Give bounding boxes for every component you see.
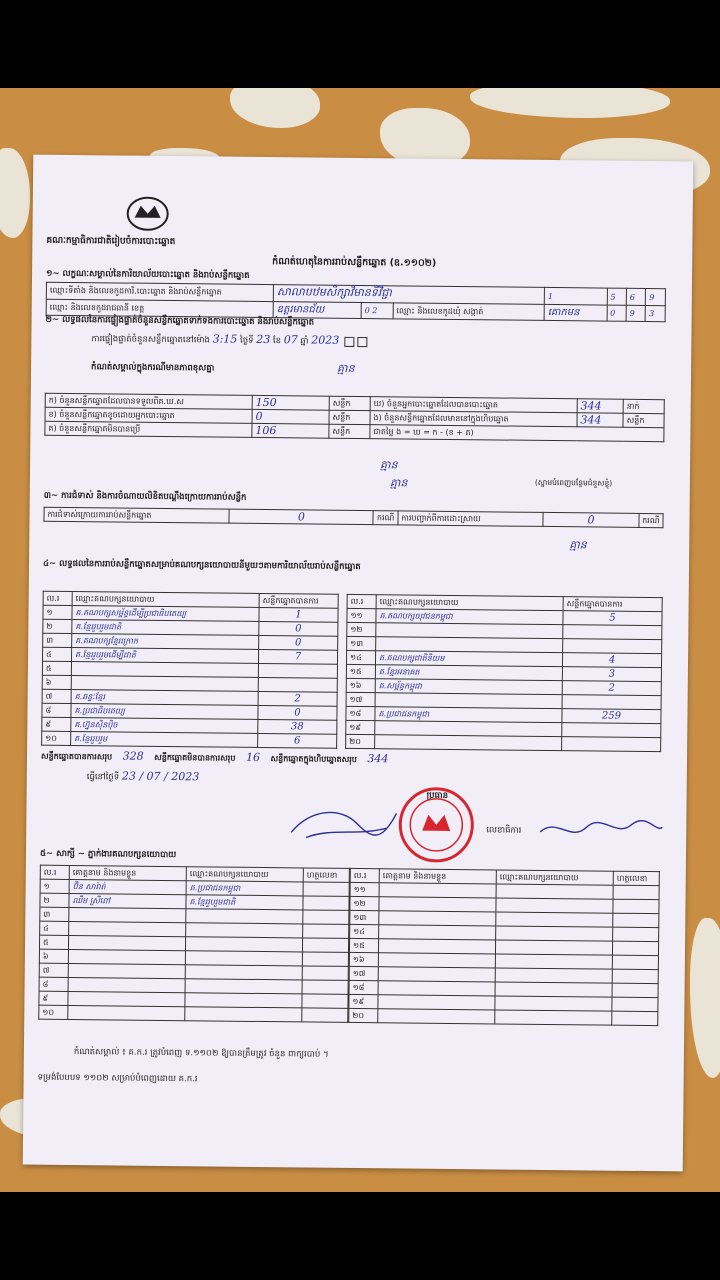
- witness-party: [495, 954, 612, 969]
- result-no: ១៥: [346, 664, 375, 678]
- witness-no: ១៩: [349, 994, 378, 1008]
- row-y-unit: សន្លឹក: [623, 413, 664, 427]
- result-party: គ.សម្ព័ន្ធកម្ពុជា: [375, 679, 562, 695]
- witness-signature: [613, 885, 659, 899]
- office-label: ឈ្មោះទីតាំង និងលេខកូដការិ.បោះឆ្នោត និងរាប់សន្លឹកឆ្នោត: [46, 282, 273, 301]
- witness-name: [379, 925, 496, 940]
- result-no: ៧: [42, 689, 71, 703]
- witness-party: [185, 965, 302, 980]
- verify-day: 23: [256, 332, 271, 347]
- witness-no: ១២: [350, 896, 379, 910]
- objection-value: 0: [229, 509, 373, 525]
- witness-name: ឈឹម ស្រីពៅ: [69, 893, 186, 908]
- total-valid: 328: [122, 749, 144, 763]
- formula: ជាតម្លៃ ង = ឃ = ក - (ខ + គ): [370, 425, 664, 442]
- section3-title: ៣~ ការជំទាស់ និងការចំណាយលិខិតបណ្តឹងក្រោយការរាប់សន្លឹក: [43, 490, 247, 503]
- witness-signature: [613, 927, 659, 941]
- date-line: [87, 769, 200, 785]
- w-col-party-right: ឈ្មោះគណបក្សនយោបាយ: [496, 870, 613, 885]
- result-no: ៩: [42, 717, 71, 731]
- result-votes: 5: [563, 611, 662, 626]
- witness-no: ៥: [39, 935, 68, 949]
- result-party: គ.ប្រជាធិបតេយ្យ: [71, 703, 258, 719]
- result-votes: 3: [562, 667, 661, 682]
- result-party: គ.គណបក្សយុវជនកម្ពុជា: [376, 609, 563, 625]
- result-party: គ.គណបក្សជាតិនិយម: [375, 651, 562, 667]
- witness-no: ១៤: [350, 924, 379, 938]
- col-votes-right: សន្លឹកឆ្នោតបានការ: [563, 597, 662, 612]
- witness-name: [68, 963, 185, 978]
- result-party: គ.ប្រជាជនកម្ពុជា: [375, 707, 562, 723]
- result-no: ១៨: [346, 706, 375, 720]
- row-b-unit: សន្លឹក: [329, 410, 370, 424]
- w-col-name: គោត្តនាម និងនាមខ្លួន: [69, 865, 186, 880]
- witness-party: [496, 912, 613, 927]
- witness-party: [496, 926, 613, 941]
- row-y-value: 344: [577, 413, 623, 427]
- result-votes: 1: [259, 607, 338, 622]
- witness-name: [378, 995, 495, 1010]
- result-votes: 2: [562, 681, 661, 696]
- row-c-unit: សន្លឹក: [329, 424, 370, 438]
- witness-party: [185, 951, 302, 966]
- result-votes: [563, 625, 662, 640]
- witness-signature: [612, 997, 658, 1011]
- witness-table-right: [348, 868, 660, 1026]
- witness-no: ៤: [40, 921, 69, 935]
- witness-party: [495, 1010, 612, 1025]
- noted-line: [91, 359, 355, 378]
- witness-no: ១៦: [349, 952, 378, 966]
- result-votes: 7: [258, 649, 337, 664]
- verify-time: 3:15: [212, 332, 238, 346]
- witness-signature: [303, 882, 349, 896]
- witness-party: [185, 937, 302, 952]
- witness-party: [495, 968, 612, 983]
- results-table-left: [41, 591, 339, 749]
- witness-signature: [613, 913, 659, 927]
- checkbox-ok[interactable]: [345, 336, 355, 346]
- witness-signature: [612, 1011, 658, 1025]
- results-table-right: [345, 594, 663, 752]
- totals-line: [41, 749, 397, 767]
- total-invalid-label: សន្លឹកឆ្នោតមិនបានការសរុប: [154, 752, 236, 763]
- col-no-right: ល.រ: [347, 594, 376, 608]
- witness-party: គ.ប្រជាជនកម្ពុជា: [186, 881, 303, 896]
- witness-name: [68, 949, 185, 964]
- witness-signature: [302, 966, 348, 980]
- witness-name: [379, 897, 496, 912]
- total-all-label: សន្លឹកឆ្នោតក្នុងហិបឆ្នោតសរុប: [270, 754, 357, 764]
- result-votes: [562, 723, 661, 738]
- col-party: ឈ្មោះគណបក្សនយោបាយ: [72, 592, 259, 608]
- result-votes: 259: [562, 709, 661, 724]
- office-code-3: 6: [626, 288, 646, 305]
- result-no: ៦: [42, 675, 71, 689]
- secretary-signature-icon: [536, 812, 666, 847]
- witness-party: [495, 940, 612, 955]
- witness-party: [185, 993, 302, 1008]
- result-party: គ.គណបក្សខ្មែរក្រោក: [72, 634, 259, 650]
- witness-party: [496, 898, 613, 913]
- result-party: គ.ខ្មែររួបរួមដើម្បីជាតិ: [72, 648, 259, 664]
- section1-title: ១~ លក្ខណៈសម្គាល់នៃការិយាល័យបោះឆ្នោត និងរាប់សន្លឹកឆ្នោត: [46, 268, 250, 281]
- witness-signature: [302, 1008, 348, 1022]
- witness-no: ១១: [350, 882, 379, 896]
- result-no: ៨: [42, 703, 71, 717]
- result-votes: 38: [258, 719, 337, 734]
- chair-label: ប្រធាន: [426, 790, 449, 801]
- commune-code-1: 0: [607, 305, 627, 321]
- witness-signature: [612, 955, 658, 969]
- witness-signature: [612, 983, 658, 997]
- total-valid-label: សន្លឹកឆ្នោតបានការសរុប: [40, 751, 113, 762]
- witness-no: ៨: [39, 977, 68, 991]
- commune-name: គោកមន: [544, 304, 607, 321]
- witness-no: ៣: [40, 907, 69, 921]
- w-col-party: ឈ្មោះគណបក្សនយោបាយ: [186, 867, 303, 882]
- note-value-2: គ្មាន: [389, 476, 408, 490]
- witness-party: [185, 979, 302, 994]
- official-stamp-icon: [396, 784, 477, 865]
- witness-no: ២: [40, 893, 69, 907]
- w-col-name-right: គោត្តនាម និងនាមខ្លួន: [379, 869, 496, 884]
- row-a-value: 150: [252, 395, 329, 410]
- w-col-no: ល.រ: [40, 865, 69, 879]
- office-code-2: 5: [607, 288, 627, 305]
- witness-no: ១០: [39, 1005, 68, 1019]
- row-c-value: 106: [252, 423, 329, 438]
- office-name: សាលាបឋមសិក្សាវិមានទីវិជ្ជា: [273, 285, 544, 305]
- witness-row: [349, 1008, 658, 1025]
- witness-signature: [303, 910, 349, 924]
- province-label: ឈ្មោះ និងលេខកូដរាជធានី ខេត្ត: [46, 299, 273, 317]
- witness-signature: [303, 924, 349, 938]
- witness-party: [495, 982, 612, 997]
- witness-name: [378, 953, 495, 968]
- date-value: 23 / 07 / 2023: [121, 769, 200, 784]
- result-no: ១១: [347, 608, 376, 622]
- secretary-label: លេខាធិការ: [486, 825, 522, 836]
- result-row: [42, 731, 337, 748]
- verify-time-label: ការផ្ទៀងផ្ទាត់ចំនួនសន្លឹកឆ្នោតនៅម៉ោង: [91, 334, 210, 346]
- commune-code-3: 3: [646, 305, 666, 321]
- witness-party: [186, 909, 303, 924]
- section2-table: [44, 393, 664, 442]
- witness-no: ២០: [349, 1008, 378, 1022]
- signature-note: (ស្នាមបំពេញបន្ថែមជំនួសខ្ញុំ): [534, 477, 613, 488]
- result-no: ១៩: [346, 720, 375, 734]
- result-votes: [258, 663, 337, 678]
- witness-name: [68, 1005, 185, 1020]
- result-party: គ.ឆន្ទៈខ្មែរ: [71, 689, 258, 705]
- committee-logo-icon: [125, 196, 171, 232]
- section3-table: [43, 507, 663, 528]
- province-name: ឧត្តរមានជ័យ: [273, 302, 361, 319]
- witness-table-left: [38, 865, 350, 1023]
- witness-signature: [302, 994, 348, 1008]
- witness-row: [39, 1005, 348, 1022]
- witness-name: [68, 991, 185, 1006]
- witness-name: [379, 883, 496, 898]
- result-party: គ.ហ្វ៊ុនស៊ិនប៉ិច: [71, 717, 258, 733]
- result-votes: 0: [258, 705, 337, 720]
- witness-party: [495, 996, 612, 1011]
- result-votes: 2: [258, 691, 337, 706]
- resolution-label: ការបញ្ជាក់ពីការដោះស្រាយ: [398, 511, 544, 527]
- witness-no: ៩: [39, 991, 68, 1005]
- witness-name: [69, 921, 186, 936]
- result-votes: [562, 737, 661, 752]
- row-a-label: ក) ចំនួនសន្លឹកឆ្នោតដែលបានទទួលពីគ.ឃ.ស: [45, 393, 252, 409]
- result-party: គ.ខ្មែររួបរួមជាតិ: [72, 620, 259, 636]
- resolution-unit: ករណី: [639, 513, 664, 527]
- total-invalid: 16: [245, 750, 261, 764]
- commune-label: ឈ្មោះ និងលេខកូដឃុំ សង្កាត់: [393, 303, 544, 321]
- chair-signature-icon: [286, 797, 407, 848]
- month-label: ខែ: [272, 336, 282, 347]
- wall-photo: [0, 88, 720, 1192]
- result-no: ១៦: [346, 678, 375, 692]
- section3-note: គ្មាន: [569, 538, 587, 552]
- witness-party: [186, 923, 303, 938]
- verify-month: 07: [283, 333, 298, 347]
- office-code-4: 9: [646, 288, 666, 305]
- section5-title: ៥~ សាក្សី ~ ភ្នាក់ងារគណបក្សនយោបាយ: [39, 848, 177, 861]
- witness-name: [69, 907, 186, 922]
- verify-line: [91, 331, 367, 349]
- witness-name: [378, 967, 495, 982]
- day-label: ថ្ងៃទី: [239, 335, 254, 346]
- objection-unit: ករណី: [373, 511, 398, 525]
- result-no: ១២: [347, 622, 376, 636]
- verify-year: 2023: [311, 333, 340, 347]
- witness-signature: [302, 952, 348, 966]
- witness-party: [496, 884, 613, 899]
- row-c-label: គ) ចំនួនសន្លឹកឆ្នោតមិនបានប្រើ: [45, 421, 252, 437]
- noted-value: គ្មាន: [337, 361, 355, 375]
- result-no: ១០: [42, 731, 71, 745]
- witness-no: ១៧: [349, 966, 378, 980]
- form-footer: ទម្រង់បែបបទ ១១០២ សម្រាប់បំពេញដោយ គ.ក.រ: [37, 1072, 198, 1085]
- col-party-right: ឈ្មោះគណបក្សនយោបាយ: [376, 595, 563, 611]
- date-label: ធ្វើនៅថ្ងៃទី: [86, 772, 120, 783]
- w-col-no-right: ល.រ: [350, 868, 379, 882]
- result-row: [346, 734, 661, 751]
- result-votes: 0: [259, 635, 338, 650]
- total-all: 344: [367, 752, 389, 766]
- result-party: [375, 735, 562, 751]
- result-votes: 6: [258, 733, 337, 748]
- commune-code-2: 9: [626, 305, 646, 321]
- row-x-value: 344: [577, 399, 623, 413]
- row-b-label: ខ) ចំនួនសន្លឹកឆ្នោតខូចដោយអ្នកបោះឆ្នោត: [45, 407, 252, 423]
- witness-signature: [302, 980, 348, 994]
- section2-title: ២~ លទ្ធផលនៃការផ្ទៀងផ្ទាត់ចំនួនសន្លឹកឆ្នោតទាក់ទងការបោះឆ្នោត និងរាប់សន្លឹកឆ្នោត: [45, 314, 315, 328]
- witness-signature: [612, 969, 658, 983]
- result-votes: [562, 695, 661, 710]
- witness-signature: [613, 899, 659, 913]
- w-col-sign-right: ហត្ថលេខា: [613, 871, 659, 885]
- witness-no: ១៣: [350, 910, 379, 924]
- office-code-1: 1: [544, 287, 607, 305]
- witness-name: [378, 981, 495, 996]
- committee-name: គណៈកម្មាធិការជាតិរៀបចំការបោះឆ្នោត: [46, 235, 176, 248]
- year-label: ឆ្នាំ: [300, 336, 309, 347]
- section4-title: ៤~ លទ្ធផលនៃការរាប់សន្លឹកឆ្នោតសម្រាប់គណបក្សនយោបាយនីមួយៗតាមការិយាល័យរាប់សន្លឹកឆ្នោត: [42, 558, 361, 573]
- witness-no: ១: [40, 879, 69, 893]
- witness-signature: [303, 896, 349, 910]
- witness-name: [68, 935, 185, 950]
- election-form: [23, 155, 694, 1172]
- result-no: ៣: [43, 633, 72, 647]
- witness-name: ប៊ិន សារ៉ាត់: [69, 879, 186, 894]
- noted-label: កំណត់សម្គាល់ក្នុងករណីមានភាពខុសគ្នា: [91, 362, 215, 374]
- result-votes: [258, 677, 337, 692]
- col-no: ល.រ: [43, 591, 72, 605]
- checkbox-diff[interactable]: [357, 336, 367, 346]
- result-party: គ.គណបក្សសម្ព័ន្ធដើម្បីប្រជាធិបតេយ្យ: [72, 606, 259, 622]
- result-no: ៥: [42, 661, 71, 675]
- witness-signature: [302, 938, 348, 952]
- result-no: ១: [43, 605, 72, 619]
- witness-party: គ.ខ្មែររួបរួមជាតិ: [186, 895, 303, 910]
- witness-signature: [612, 941, 658, 955]
- objection-label: ការជំទាស់ក្រោយការរាប់សន្លឹកឆ្នោត: [44, 507, 229, 523]
- row-a-unit: សន្លឹក: [329, 396, 370, 410]
- witness-no: ១៨: [349, 980, 378, 994]
- witness-party: [185, 1007, 302, 1022]
- row-x-unit: នាក់: [623, 399, 664, 413]
- result-party: គ.ខ្មែររួបរួម: [71, 731, 258, 747]
- result-no: ៤: [43, 647, 72, 661]
- witness-name: [68, 977, 185, 992]
- resolution-value: 0: [543, 512, 638, 527]
- witness-name: [379, 911, 496, 926]
- witness-no: ៧: [39, 963, 68, 977]
- witness-no: ១៥: [349, 938, 378, 952]
- witness-name: [378, 939, 495, 954]
- province-code: 0 2: [361, 303, 393, 319]
- w-col-sign: ហត្ថលេខា: [303, 868, 349, 882]
- result-no: ១៧: [346, 692, 375, 706]
- row-x-label: ឃ) ចំនួនអ្នកបោះឆ្នោតដែលបានបោះឆ្នោត: [370, 397, 577, 413]
- result-votes: 0: [259, 621, 338, 636]
- result-no: ១៤: [346, 650, 375, 664]
- row-b-value: 0: [252, 409, 329, 424]
- result-votes: [563, 639, 662, 654]
- witness-name: [378, 1009, 495, 1024]
- result-no: ២: [43, 619, 72, 633]
- result-no: ២០: [346, 734, 375, 748]
- note-value-1: គ្មាន: [380, 458, 398, 472]
- footnote: កំណត់សម្គាល់ ៖ គ.ក.រ ត្រូវបំពេញ ទ.១១០២ ឱ្យបានត្រឹមត្រូវ ចំនួន ពាក្យរបាប់ ។: [73, 1047, 329, 1060]
- col-votes: សន្លឹកឆ្នោតបានការ: [259, 593, 338, 608]
- result-votes: 4: [562, 653, 661, 668]
- result-no: ១៣: [347, 636, 376, 650]
- witness-no: ៦: [39, 949, 68, 963]
- row-y-label: ង) ចំនួនសន្លឹកឆ្នោតដែលមាននៅក្នុងហិបឆ្នោត: [370, 411, 577, 427]
- form-title: កំណត់ហេតុនៃការរាប់សន្លឹកឆ្នោត (ឧ.១១០២): [272, 256, 437, 269]
- result-party: គ.ខ្មែរអនាគត: [375, 665, 562, 681]
